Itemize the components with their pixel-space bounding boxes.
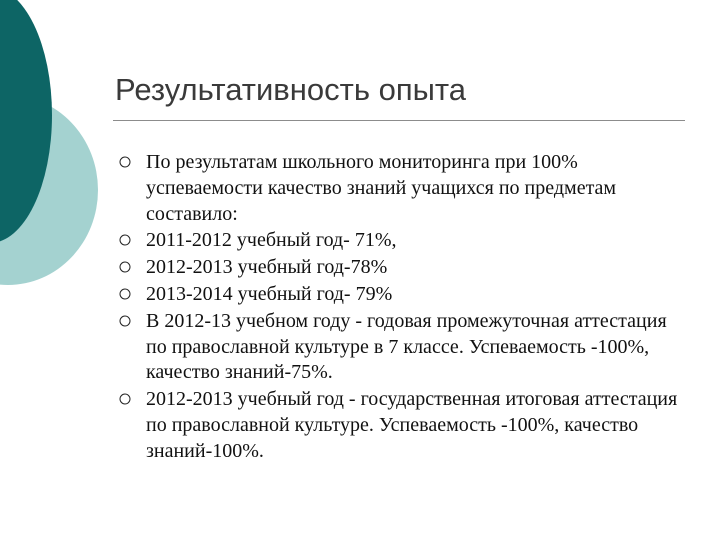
bullet-item	[115, 255, 680, 281]
hollow-circle-icon	[119, 234, 131, 246]
hollow-circle-icon	[119, 315, 131, 327]
bullet-text: По результатам школьного мониторинга при 100% успеваемости качество знаний учащихся по предметам составило:	[146, 151, 617, 225]
bullet-text: 2012-2013 учебный год-78%	[146, 256, 388, 279]
hollow-circle-icon	[119, 288, 131, 300]
bullet-item	[115, 228, 680, 254]
bullet-list	[115, 150, 680, 466]
bullet-item	[115, 282, 680, 308]
decorative-circles	[0, 0, 110, 290]
bullet-text: В 2012-13 учебном году - годовая промежуточная аттестация по православной культуре в 7 классе. Успеваемость -100%, качество знаний-75%.	[146, 309, 667, 384]
bullet-text: 2011-2012 учебный год- 71%,	[146, 229, 397, 252]
slide-title: Результативность опыта	[115, 72, 466, 107]
bullet-item	[115, 387, 680, 464]
title-divider	[113, 120, 685, 121]
bullet-item	[115, 309, 680, 386]
bullet-item	[115, 150, 680, 227]
bullet-text: 2012-2013 учебный год - государственная итоговая аттестация по православной культуре. Успеваемость -100%, качество знаний-100%.	[146, 388, 678, 462]
hollow-circle-icon	[119, 156, 131, 168]
bullet-text: 2013-2014 учебный год- 79%	[146, 282, 393, 305]
hollow-circle-icon	[119, 393, 131, 405]
hollow-circle-icon	[119, 261, 131, 273]
